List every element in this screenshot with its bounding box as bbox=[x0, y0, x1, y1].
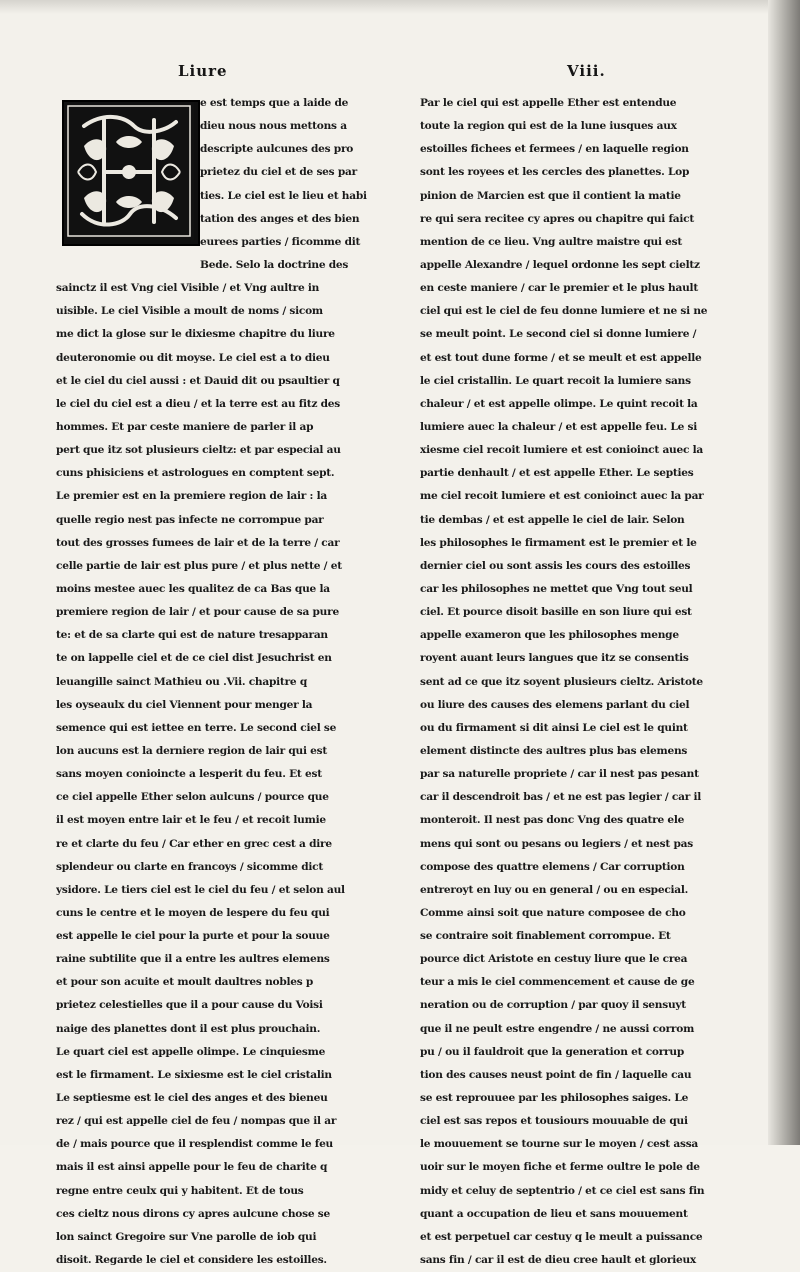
text-line: se contraire soit finablement corrompue. Et bbox=[420, 930, 671, 943]
text-line: splendeur ou clarte en francoys / sicomme dict bbox=[56, 860, 323, 873]
text-line: ces cieltz nous dirons cy apres aulcune chose se bbox=[56, 1207, 330, 1220]
text-line: chaleur / et est appelle olimpe. Le quint recoit la bbox=[420, 397, 698, 410]
page-binding-edge bbox=[768, 0, 800, 1145]
text-line: descripte aulcunes des pro bbox=[200, 143, 354, 156]
left-text-column bbox=[56, 92, 400, 1272]
text-line: element distincte des aultres plus bas elemens bbox=[420, 744, 688, 757]
text-line: eurees parties / ficomme dit bbox=[200, 235, 361, 248]
text-line: ou du firmament si dit ainsi Le ciel est le quint bbox=[420, 721, 688, 734]
text-line: le ciel du ciel est a dieu / et la terre est au fitz des bbox=[56, 397, 341, 410]
text-line: est appelle le ciel pour la purte et pour la souue bbox=[56, 930, 330, 943]
text-line: ce ciel appelle Ether selon aulcuns / pource que bbox=[56, 791, 329, 804]
text-line: pert que itz sot plusieurs cieltz: et par especial au bbox=[56, 444, 341, 457]
text-line: Le septiesme est le ciel des anges et des bieneu bbox=[56, 1092, 328, 1105]
text-line: sans fin / car il est de dieu cree hault et glorieux bbox=[420, 1254, 696, 1267]
text-line: mens qui sont ou pesans ou legiers / et nest pas bbox=[420, 837, 693, 850]
text-line: pinion de Marcien est que il contient la matie bbox=[420, 189, 681, 202]
text-line: e est temps que a laide de bbox=[200, 97, 349, 109]
text-line: ciel est sas repos et tousiours mouuable de qui bbox=[420, 1115, 688, 1128]
text-line: sont les royees et les cercles des planettes. Lop bbox=[420, 166, 690, 179]
text-line: teur a mis le ciel commencement et cause de ge bbox=[420, 976, 695, 989]
text-line: ou liure des causes des elemens parlant du ciel bbox=[420, 698, 690, 711]
text-line: les oyseaulx du ciel Viennent pour menger la bbox=[56, 698, 313, 711]
text-line: neration ou de corruption / par quoy il sensuyt bbox=[420, 999, 686, 1012]
text-line: me dict la glose sur le dixiesme chapitre du liure bbox=[56, 328, 335, 341]
text-line: moins mestee auec les qualitez de ca Bas que la bbox=[56, 582, 330, 595]
text-line: entreroyt en luy ou en general / ou en especial. bbox=[420, 883, 689, 896]
text-line: lon sainct Gregoire sur Vne parolle de iob qui bbox=[56, 1230, 317, 1243]
text-line: se meult point. Le second ciel si donne lumiere / bbox=[420, 328, 697, 341]
text-line: par sa naturelle propriete / car il nest pas pesant bbox=[420, 768, 699, 781]
text-line: Bede. Selo la doctrine des bbox=[200, 258, 349, 271]
text-line: prietez du ciel et de ses par bbox=[200, 166, 357, 179]
text-line: Comme ainsi soit que nature composee de cho bbox=[420, 906, 686, 919]
text-line: mais il est ainsi appelle pour le feu de charite q bbox=[56, 1161, 328, 1174]
text-line: est le firmament. Le sixiesme est le ciel cristalin bbox=[56, 1068, 332, 1081]
text-line: re et clarte du feu / Car ether en grec cest a dire bbox=[56, 837, 332, 850]
text-line: que il ne peult estre engendre / ne aussi corrom bbox=[420, 1022, 695, 1035]
text-line: prietez celestielles que il a pour cause du Voisi bbox=[56, 999, 323, 1012]
text-line: appelle Alexandre / lequel ordonne les sept cieltz bbox=[420, 258, 700, 271]
text-line: celle partie de lair est plus pure / et plus nette / et bbox=[56, 559, 342, 572]
text-line: semence qui est iettee en terre. Le second ciel se bbox=[56, 721, 337, 734]
text-line: te on lappelle ciel et de ce ciel dist Jesuchrist en bbox=[56, 652, 332, 665]
text-line: car il descendroit bas / et ne est pas legier / car il bbox=[420, 791, 702, 804]
text-line: tation des anges et des bien bbox=[200, 212, 360, 225]
text-line: les philosophes le firmament est le premier et le bbox=[420, 536, 697, 549]
text-line: royent auant leurs langues que itz se consentis bbox=[420, 652, 689, 665]
text-line: il est moyen entre lair et le feu / et recoit lumie bbox=[56, 814, 326, 827]
text-line: lumiere auec la chaleur / et est appelle feu. Le si bbox=[420, 420, 698, 433]
text-line: cuns le centre et le moyen de lespere du feu qui bbox=[56, 906, 330, 919]
text-line: dernier ciel ou sont assis les cours des estoilles bbox=[420, 559, 691, 572]
text-line: sans moyen conioincte a lesperit du feu. Et est bbox=[56, 768, 322, 781]
text-line: compose des quattre elemens / Car corruption bbox=[420, 860, 685, 873]
text-line: estoilles fichees et fermees / en laquelle region bbox=[420, 143, 689, 156]
text-line: toute la region qui est de la lune iusques aux bbox=[420, 120, 677, 133]
text-line: tie dembas / et est appelle le ciel de lair. Selon bbox=[420, 513, 685, 526]
page-top-shadow bbox=[0, 0, 800, 14]
text-line: quelle regio nest pas infecte ne corrompue par bbox=[56, 513, 324, 526]
text-line: pource dict Aristote en cestuy liure que le crea bbox=[420, 953, 688, 966]
text-line: te: et de sa clarte qui est de nature tresapparan bbox=[56, 629, 328, 642]
text-line: le mouuement se tourne sur le moyen / cest assa bbox=[420, 1138, 699, 1151]
text-line: ciel qui est le ciel de feu donne lumiere et ne si ne bbox=[420, 305, 708, 318]
text-line: lon aucuns est la derniere region de lair qui est bbox=[56, 744, 328, 757]
text-line: leuangille sainct Mathieu ou .Vii. chapitre q bbox=[56, 675, 307, 688]
text-line: deuteronomie ou dit moyse. Le ciel est a to dieu bbox=[56, 351, 330, 364]
text-line: et le ciel du ciel aussi : et Dauid dit ou psaultier q bbox=[56, 374, 340, 387]
text-line: rez / qui est appelle ciel de feu / nompas que il ar bbox=[56, 1115, 337, 1128]
text-line: car les philosophes ne mettet que Vng tout seul bbox=[420, 582, 693, 595]
text-line: Le premier est en la premiere region de lair : la bbox=[56, 490, 328, 503]
text-line: de / mais pource que il resplendist comme le feu bbox=[56, 1138, 334, 1151]
text-line: monteroit. Il nest pas donc Vng des quatre ele bbox=[420, 814, 685, 827]
text-line: tout des grosses fumees de lair et de la terre / car bbox=[56, 536, 340, 549]
text-line: et est perpetuel car cestuy q le meult a puissance bbox=[420, 1230, 703, 1243]
text-line: uisible. Le ciel Visible a moult de noms / sicom bbox=[56, 305, 323, 318]
text-line: sainctz il est Vng ciel Visible / et Vng aultre in bbox=[56, 282, 320, 295]
text-line: hommes. Et par ceste maniere de parler il ap bbox=[56, 420, 314, 433]
text-line: partie denhault / et est appelle Ether. Le septies bbox=[420, 467, 694, 480]
text-line: naige des planettes dont il est plus prouchain. bbox=[56, 1022, 321, 1035]
text-line: sent ad ce que itz soyent plusieurs cieltz. Aristote bbox=[420, 675, 703, 688]
text-line: premiere region de lair / et pour cause de sa pure bbox=[56, 606, 339, 619]
text-line: en ceste maniere / car le premier et le plus hault bbox=[420, 282, 698, 295]
text-line: mention de ce lieu. Vng aultre maistre qui est bbox=[420, 235, 683, 248]
text-line: se est reprouuee par les philosophes saiges. Le bbox=[420, 1092, 689, 1105]
text-line: cuns phisiciens et astrologues en comptent sept. bbox=[56, 467, 335, 480]
folio-number: Viii. bbox=[567, 62, 606, 80]
text-line: pu / ou il fauldroit que la generation et corrup bbox=[420, 1045, 684, 1058]
text-line: regne entre ceulx qui y habitent. Et de tous bbox=[56, 1184, 304, 1197]
text-line: disoit. Regarde le ciel et considere les estoilles. bbox=[56, 1254, 327, 1267]
text-line: xiesme ciel recoit lumiere et est conioinct auec la bbox=[420, 444, 704, 457]
text-line: appelle exameron que les philosophes menge bbox=[420, 629, 679, 642]
text-line: ysidore. Le tiers ciel est le ciel du feu / et selon aul bbox=[56, 883, 345, 896]
right-text-column bbox=[420, 92, 765, 1272]
text-line: re qui sera recitee cy apres ou chapitre qui faict bbox=[420, 212, 694, 225]
text-line: et pour son acuite et moult daultres nobles p bbox=[56, 976, 314, 989]
text-line: midy et celuy de septentrio / et ce ciel est sans fin bbox=[420, 1184, 705, 1197]
text-line: tion des causes neust point de fin / laquelle cau bbox=[420, 1068, 692, 1081]
text-line: ciel. Et pource disoit basille en son liure qui est bbox=[420, 606, 692, 619]
text-line: Par le ciel qui est appelle Ether est entendue bbox=[420, 97, 677, 109]
text-line: quant a occupation de lieu et sans mouuement bbox=[420, 1207, 688, 1220]
text-line: ties. Le ciel est le lieu et habi bbox=[200, 189, 367, 202]
text-line: dieu nous nous mettons a bbox=[200, 120, 347, 133]
text-line: raine subtilite que il a entre les aultres elemens bbox=[56, 953, 330, 966]
running-header-left: Liure bbox=[178, 62, 228, 80]
text-line: le ciel cristallin. Le quart recoit la lumiere sans bbox=[420, 374, 691, 387]
text-line: et est tout dune forme / et se meult et est appelle bbox=[420, 351, 702, 364]
text-line: me ciel recoit lumiere et est conioinct auec la par bbox=[420, 490, 704, 503]
text-line: uoir sur le moyen fiche et ferme oultre le pole de bbox=[420, 1161, 700, 1174]
text-line: Le quart ciel est appelle olimpe. Le cinquiesme bbox=[56, 1045, 326, 1058]
